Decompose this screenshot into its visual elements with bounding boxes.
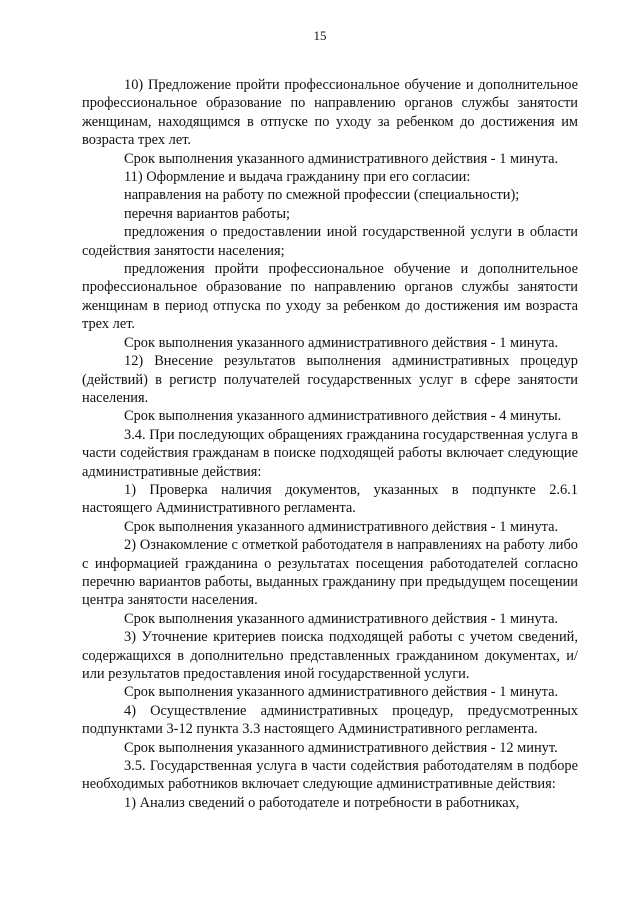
paragraph: 12) Внесение результатов выполнения административных процедур (действий) в регистр получателей государственных услуг в сфере занятости населения. <box>82 353 578 406</box>
paragraph: 3.5. Государственная услуга в части содействия работодателям в подборе необходимых работников включает следующие административные действия: <box>82 758 578 793</box>
paragraph: 1) Проверка наличия документов, указанных в подпункте 2.6.1 настоящего Административного регламента. <box>82 481 578 517</box>
paragraph: 10) Предложение пройти профессиональное обучение и дополнительное профессиональное образование по направлению органов службы занятости женщинам, находящимся в отпуске по уходу за ребенком до достижения им возраста трех лет. <box>82 77 578 149</box>
paragraph: Срок выполнения указанного административного действия - 1 минута. <box>124 684 559 701</box>
paragraph: 3) Уточнение критериев поиска подходящей работы с учетом сведений, содержащихся в дополнительно представленных гражданином документах, и/или результатов предоставления иной государственной услуги. <box>82 629 578 682</box>
paragraph: 2) Ознакомление с отметкой работодателя в направлениях на работу либо с информацией гражданина о результатах посещения работодателей согласно перечню вариантов работы, выданных гражданину при предыдущем посещении центра занятости населения. <box>82 537 578 609</box>
paragraph: 1) Анализ сведений о работодателе и потребности в работниках, <box>124 794 520 811</box>
paragraph: предложения пройти профессиональное обучение и дополнительное профессиональное образование по направлению органов службы занятости женщинам в период отпуска по уходу за ребенком до достижения им возраста трех лет. <box>82 261 578 333</box>
paragraph: Срок выполнения указанного административного действия - 1 минута. <box>124 518 559 535</box>
paragraph: Срок выполнения указанного административного действия - 4 минуты. <box>124 408 562 425</box>
paragraph: Срок выполнения указанного административного действия - 12 минут. <box>124 739 558 756</box>
paragraph: Срок выполнения указанного административного действия - 1 минута. <box>124 610 559 627</box>
paragraph: направления на работу по смежной профессии (специальности); <box>124 187 520 204</box>
paragraph: Срок выполнения указанного административного действия - 1 минута. <box>124 334 559 351</box>
body-text <box>82 76 578 812</box>
paragraph: перечня вариантов работы; <box>124 205 290 222</box>
paragraph: 11) Оформление и выдача гражданину при его согласии: <box>124 169 471 186</box>
paragraph: Срок выполнения указанного административного действия - 1 минута. <box>124 150 559 167</box>
paragraph: 3.4. При последующих обращениях гражданина государственная услуга в части содействия гражданам в поиске подходящей работы включает следующие административные действия: <box>82 426 578 480</box>
paragraph: 4) Осуществление административных процедур, предусмотренных подпунктами 3-12 пункта 3.3 настоящего Административного регламента. <box>82 702 578 738</box>
page-number: 15 <box>313 28 327 43</box>
paragraph: предложения о предоставлении иной государственной услуги в области содействия занятости населения; <box>82 224 578 259</box>
